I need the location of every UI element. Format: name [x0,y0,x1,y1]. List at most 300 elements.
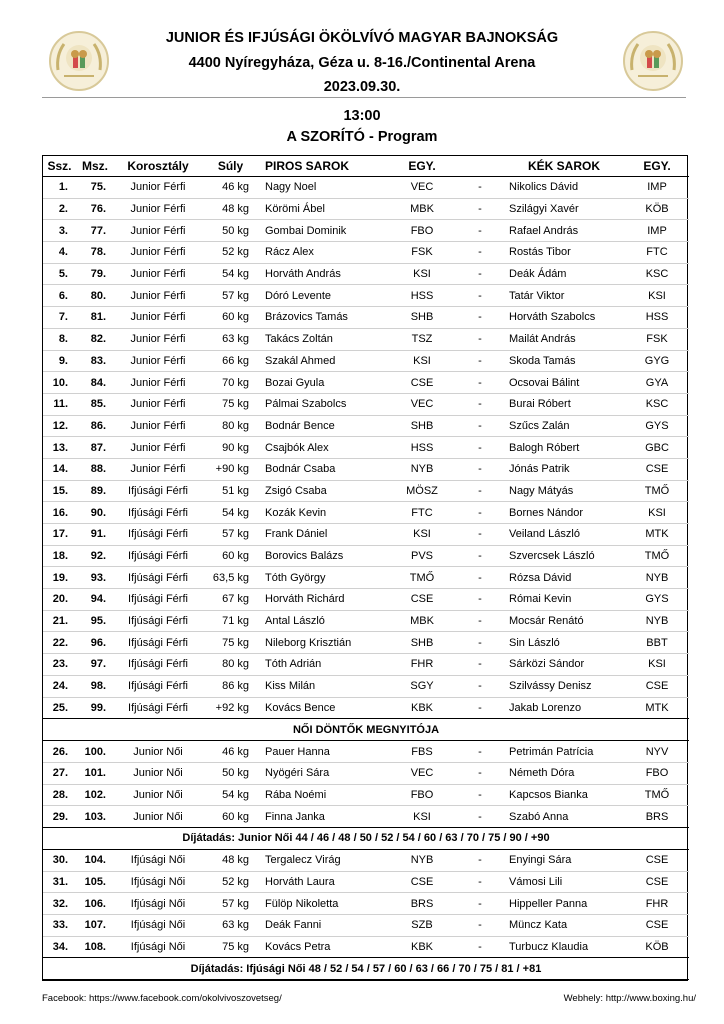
championship-title: JUNIOR ÉS IFJÚSÁGI ÖKÖLVÍVÓ MAGYAR BAJNOKSÁG [165,30,559,46]
col-ssz: Ssz. [43,156,76,177]
blue-corner-club: CSE [625,871,689,893]
col-vs [457,156,503,177]
bout-number: 32. [43,893,76,915]
blue-corner-club: NYV [625,741,689,763]
red-corner-boxer: Horváth Laura [259,871,387,893]
blue-corner-club: GBC [625,437,689,459]
match-number: 99. [90,701,106,714]
weight-class: 71 kg [202,610,259,632]
blue-corner-club: TMŐ [625,545,689,567]
red-corner-boxer: Antal László [259,610,387,632]
red-corner-club: PVS [387,545,457,567]
versus-dash: - [478,941,482,954]
red-corner-boxer: Brázovics Tamás [259,307,387,329]
versus-dash: - [457,632,503,654]
blue-corner-boxer: Balogh Róbert [503,437,625,459]
bout-number: 26. [43,741,76,763]
red-corner-boxer: Bodnár Csaba [259,458,387,480]
bout-number: 8. [43,328,76,350]
section-separator [43,719,689,741]
table-row [43,372,689,394]
bout-number: 27. [43,762,76,784]
red-corner-boxer: Rába Noémi [259,784,387,806]
red-corner-club: FBO [387,784,457,806]
table-row [43,762,689,784]
age-group: Junior Férfi [114,372,202,394]
match-number: 87. [76,437,114,459]
versus-dash: - [478,701,482,714]
table-row [43,285,689,307]
weight-class: 52 kg [202,871,259,893]
weight-class: 63,5 kg [202,567,259,589]
facebook-link[interactable]: Facebook: https://www.facebook.com/okolvivoszovetseg/ [42,993,282,1004]
age-group: Junior Férfi [114,177,202,199]
red-corner-club: CSE [387,871,457,893]
blue-corner-boxer: Szvercsek László [503,545,625,567]
weight-class: 48 kg [202,198,259,220]
website-link[interactable]: Webhely: http://www.boxing.hu/ [563,993,696,1004]
blue-corner-club: GYG [625,350,689,372]
blue-corner-boxer: Tatár Viktor [503,285,625,307]
red-corner-club: MÖSZ [387,480,457,502]
blue-corner-club: IMP [625,177,689,199]
table-row [43,849,689,871]
match-number: 82. [76,328,114,350]
red-corner-club: CSE [387,372,457,394]
match-number: 78. [76,242,114,264]
match-number: 107. [76,915,114,937]
bout-number: 28. [43,784,76,806]
weight-class: 90 kg [202,437,259,459]
age-group: Ifjúsági Női [114,915,202,937]
col-egy-blue: EGY. [625,156,689,177]
weight-class: 63 kg [202,915,259,937]
blue-corner-club: NYB [625,610,689,632]
blue-corner-boxer: Enyingi Sára [503,849,625,871]
blue-corner-club: TMŐ [625,480,689,502]
table-row [43,741,689,763]
red-corner-boxer: Rácz Alex [259,242,387,264]
match-number: 76. [76,198,114,220]
weight-class: 51 kg [202,480,259,502]
blue-corner-boxer: Római Kevin [503,589,625,611]
red-corner-club: KBK [410,701,433,714]
red-corner-club: NYB [387,458,457,480]
table-row [43,242,689,264]
bout-number: 3. [43,220,76,242]
versus-dash: - [457,589,503,611]
red-corner-club: CSE [387,589,457,611]
weight-class: 50 kg [202,220,259,242]
venue-address: 4400 Nyíregyháza, Géza u. 8-16./Continental Arena [188,55,536,71]
age-group: Ifjúsági Férfi [128,701,188,714]
age-group: Junior Női [114,762,202,784]
blue-corner-boxer: Nagy Mátyás [503,480,625,502]
blue-corner-boxer: Bornes Nándor [503,502,625,524]
match-number: 88. [76,458,114,480]
red-corner-boxer: Tóth György [259,567,387,589]
match-number: 102. [76,784,114,806]
award-ceremony-row [43,827,689,849]
table-row [43,632,689,654]
blue-corner-boxer: Szilvássy Denisz [503,675,625,697]
table-row [43,177,689,199]
red-corner-boxer: Kozák Kevin [259,502,387,524]
red-corner-club: TSZ [387,328,457,350]
weight-class: 46 kg [202,177,259,199]
versus-dash: - [457,415,503,437]
bout-number: 10. [43,372,76,394]
table-row [43,654,689,676]
weight-class: 80 kg [202,654,259,676]
blue-corner-boxer: Horváth Szabolcs [503,307,625,329]
age-group: Junior Férfi [114,328,202,350]
table-row [43,350,689,372]
age-group: Junior Női [133,810,183,823]
blue-corner-boxer: Hippeller Panna [503,893,625,915]
blue-corner-boxer: Ocsovai Bálint [503,372,625,394]
match-number: 94. [76,589,114,611]
versus-dash: - [457,675,503,697]
red-corner-boxer: Takács Zoltán [259,328,387,350]
match-number: 85. [76,393,114,415]
red-corner-boxer: Nagy Noel [259,177,387,199]
versus-dash: - [478,810,482,823]
red-corner-club: HSS [387,285,457,307]
match-number: 92. [76,545,114,567]
col-msz: Msz. [76,156,114,177]
weight-class: 54 kg [202,784,259,806]
blue-corner-club: BBT [625,632,689,654]
blue-corner-club: TMŐ [625,784,689,806]
red-corner-club: FBO [387,220,457,242]
col-piros-sarok: PIROS SAROK [259,156,387,177]
table-row [43,589,689,611]
weight-class: 75 kg [222,941,249,954]
versus-dash: - [457,784,503,806]
weight-class: 80 kg [202,415,259,437]
versus-dash: - [457,610,503,632]
blue-corner-club: FTC [625,242,689,264]
blue-corner-club: KSI [625,502,689,524]
match-number: 100. [76,741,114,763]
versus-dash: - [457,915,503,937]
age-group: Ifjúsági Női [114,871,202,893]
age-group: Junior Férfi [114,307,202,329]
match-number: 95. [76,610,114,632]
red-corner-club: SHB [387,632,457,654]
versus-dash: - [457,545,503,567]
red-corner-boxer: Bozai Gyula [259,372,387,394]
versus-dash: - [457,849,503,871]
blue-corner-club: GYS [625,589,689,611]
table-row [43,220,689,242]
red-corner-club: FSK [387,242,457,264]
bout-number: 9. [43,350,76,372]
versus-dash: - [457,437,503,459]
bout-number: 21. [43,610,76,632]
blue-corner-boxer: Rafael András [503,220,625,242]
red-corner-boxer: Finna Janka [265,810,325,823]
bout-number: 6. [43,285,76,307]
blue-corner-club: KSI [625,285,689,307]
match-number: 105. [76,871,114,893]
versus-dash: - [457,393,503,415]
award-ceremony-text: Díjátadás: Ifjúsági Női 48 / 52 / 54 / 57 / 60 / 63 / 66 / 70 / 75 / 81 / +81 [43,958,689,980]
versus-dash: - [457,567,503,589]
weight-class: 60 kg [202,307,259,329]
age-group: Ifjúsági Férfi [114,610,202,632]
weight-class: 63 kg [202,328,259,350]
session-time: 13:00 [343,108,381,124]
red-corner-boxer: Pauer Hanna [259,741,387,763]
federation-emblem-icon [622,30,684,92]
blue-corner-club: FBO [625,762,689,784]
table-row [43,307,689,329]
age-group: Ifjúsági Férfi [114,632,202,654]
match-number: 86. [76,415,114,437]
match-number: 101. [76,762,114,784]
versus-dash: - [457,502,503,524]
blue-corner-boxer: Kapcsos Bianka [503,784,625,806]
blue-corner-club: BRS [645,810,669,823]
table-row [43,893,689,915]
versus-dash: - [457,871,503,893]
match-number: 80. [76,285,114,307]
red-corner-boxer: Szakál Ahmed [259,350,387,372]
blue-corner-club: GYS [625,415,689,437]
table-row [43,437,689,459]
blue-corner-club: FHR [625,893,689,915]
red-corner-club: TMŐ [387,567,457,589]
blue-corner-boxer: Rostás Tibor [503,242,625,264]
blue-corner-club: CSE [625,849,689,871]
table-row [43,675,689,697]
bout-number: 29. [52,810,68,823]
weight-class: 57 kg [202,893,259,915]
weight-class: +92 kg [215,701,249,714]
table-row [43,458,689,480]
versus-dash: - [457,350,503,372]
bout-number: 34. [52,941,68,954]
match-number: 89. [76,480,114,502]
table-row [43,610,689,632]
blue-corner-boxer: Szabó Anna [509,810,569,823]
versus-dash: - [457,480,503,502]
bout-number: 24. [43,675,76,697]
bout-number: 11. [43,393,76,415]
weight-class: +90 kg [202,458,259,480]
versus-dash: - [457,177,503,199]
table-row [43,915,689,937]
versus-dash: - [457,242,503,264]
blue-corner-boxer: Sárközi Sándor [503,654,625,676]
table-row [43,502,689,524]
red-corner-club: KSI [387,350,457,372]
weight-class: 50 kg [202,762,259,784]
document-header [0,0,724,100]
bout-number: 4. [43,242,76,264]
table-row [43,697,689,719]
red-corner-boxer: Borovics Balázs [259,545,387,567]
match-number: 96. [76,632,114,654]
match-number: 79. [76,263,114,285]
bout-number: 2. [43,198,76,220]
weight-class: 70 kg [202,372,259,394]
blue-corner-club: GYA [625,372,689,394]
versus-dash: - [457,220,503,242]
versus-dash: - [457,328,503,350]
red-corner-boxer: Kovács Bence [265,701,336,714]
blue-corner-club: HSS [625,307,689,329]
blue-corner-club: KSC [625,263,689,285]
age-group: Ifjúsági Férfi [114,589,202,611]
red-corner-club: HSS [387,437,457,459]
red-corner-club: KBK [410,941,433,954]
table-row [43,263,689,285]
weight-class: 54 kg [202,263,259,285]
versus-dash: - [457,458,503,480]
red-corner-club: SZB [387,915,457,937]
table-row [43,524,689,546]
blue-corner-boxer: Skoda Tamás [503,350,625,372]
weight-class: 54 kg [202,502,259,524]
blue-corner-club: KSC [625,393,689,415]
table-row [43,806,689,828]
award-ceremony-row [43,958,689,980]
match-number: 84. [76,372,114,394]
age-group: Ifjúsági Férfi [114,502,202,524]
col-kek-sarok: KÉK SAROK [503,156,625,177]
blue-corner-club: MTK [625,524,689,546]
age-group: Junior Férfi [114,198,202,220]
table-row [43,415,689,437]
age-group: Junior Férfi [114,285,202,307]
red-corner-club: FTC [387,502,457,524]
age-group: Junior Férfi [114,242,202,264]
bout-number: 5. [43,263,76,285]
red-corner-boxer: Kiss Milán [259,675,387,697]
red-corner-boxer: Zsigó Csaba [259,480,387,502]
red-corner-boxer: Bodnár Bence [259,415,387,437]
blue-corner-club: KÖB [645,941,669,954]
versus-dash: - [457,198,503,220]
age-group: Ifjúsági Férfi [114,545,202,567]
section-title: NŐI DÖNTŐK MEGNYITÓJA [43,719,689,741]
weight-class: 67 kg [202,589,259,611]
match-number: 108. [84,941,106,954]
red-corner-club: BRS [387,893,457,915]
blue-corner-boxer: Jónás Patrik [503,458,625,480]
blue-corner-boxer: Sin László [503,632,625,654]
blue-corner-boxer: Müncz Kata [503,915,625,937]
blue-corner-boxer: Veiland László [503,524,625,546]
match-number: 81. [76,307,114,329]
red-corner-boxer: Frank Dániel [259,524,387,546]
bout-table [42,155,688,981]
versus-dash: - [457,372,503,394]
red-corner-club: MBK [387,198,457,220]
table-row [43,328,689,350]
weight-class: 57 kg [202,285,259,307]
bout-number: 22. [43,632,76,654]
table-row [43,567,689,589]
red-corner-club: SHB [387,415,457,437]
blue-corner-boxer: Szűcs Zalán [503,415,625,437]
red-corner-club: MBK [387,610,457,632]
red-corner-club: VEC [387,177,457,199]
match-number: 91. [76,524,114,546]
bout-number: 19. [43,567,76,589]
blue-corner-boxer: Turbucz Klaudia [509,941,589,954]
match-number: 77. [76,220,114,242]
versus-dash: - [457,762,503,784]
age-group: Junior Férfi [114,220,202,242]
match-number: 103. [84,810,106,823]
bout-number: 20. [43,589,76,611]
match-number: 83. [76,350,114,372]
table-row [43,480,689,502]
blue-corner-club: CSE [625,675,689,697]
table-row [43,393,689,415]
table-row [43,545,689,567]
weight-class: 86 kg [202,675,259,697]
age-group: Ifjúsági Férfi [114,675,202,697]
blue-corner-boxer: Mailát András [503,328,625,350]
red-corner-boxer: Fülöp Nikoletta [259,893,387,915]
red-corner-club: VEC [387,393,457,415]
blue-corner-boxer: Jakab Lorenzo [509,701,582,714]
match-number: 106. [76,893,114,915]
age-group: Junior Női [114,741,202,763]
program-title: A SZORÍTÓ - Program [286,129,438,145]
bout-number: 33. [43,915,76,937]
versus-dash: - [457,893,503,915]
red-corner-boxer: Dóró Levente [259,285,387,307]
age-group: Ifjúsági Női [114,849,202,871]
blue-corner-boxer: Petrimán Patrícia [503,741,625,763]
weight-class: 48 kg [202,849,259,871]
age-group: Ifjúsági Férfi [114,567,202,589]
age-group: Junior Férfi [114,393,202,415]
blue-corner-boxer: Mocsár Renátó [503,610,625,632]
table-row [43,936,689,958]
age-group: Junior Férfi [114,350,202,372]
blue-corner-boxer: Németh Dóra [503,762,625,784]
versus-dash: - [457,741,503,763]
bout-number: 30. [43,849,76,871]
red-corner-boxer: Horváth Richárd [259,589,387,611]
red-corner-boxer: Pálmai Szabolcs [259,393,387,415]
table-row [43,784,689,806]
award-ceremony-text: Díjátadás: Junior Női 44 / 46 / 48 / 50 / 52 / 54 / 60 / 63 / 70 / 75 / 90 / +90 [43,827,689,849]
blue-corner-boxer: Szilágyi Xavér [503,198,625,220]
blue-corner-boxer: Rózsa Dávid [503,567,625,589]
bout-number: 18. [43,545,76,567]
event-date: 2023.09.30. [323,79,401,95]
blue-corner-club: NYB [625,567,689,589]
table-row [43,871,689,893]
age-group: Ifjúsági Férfi [114,480,202,502]
red-corner-boxer: Tergalecz Virág [259,849,387,871]
bout-number: 14. [43,458,76,480]
blue-corner-boxer: Nikolics Dávid [503,177,625,199]
red-corner-club: FBS [387,741,457,763]
blue-corner-club: KÖB [625,198,689,220]
red-corner-club: KSI [387,524,457,546]
age-group: Junior Férfi [114,437,202,459]
table-header-row [43,156,689,177]
